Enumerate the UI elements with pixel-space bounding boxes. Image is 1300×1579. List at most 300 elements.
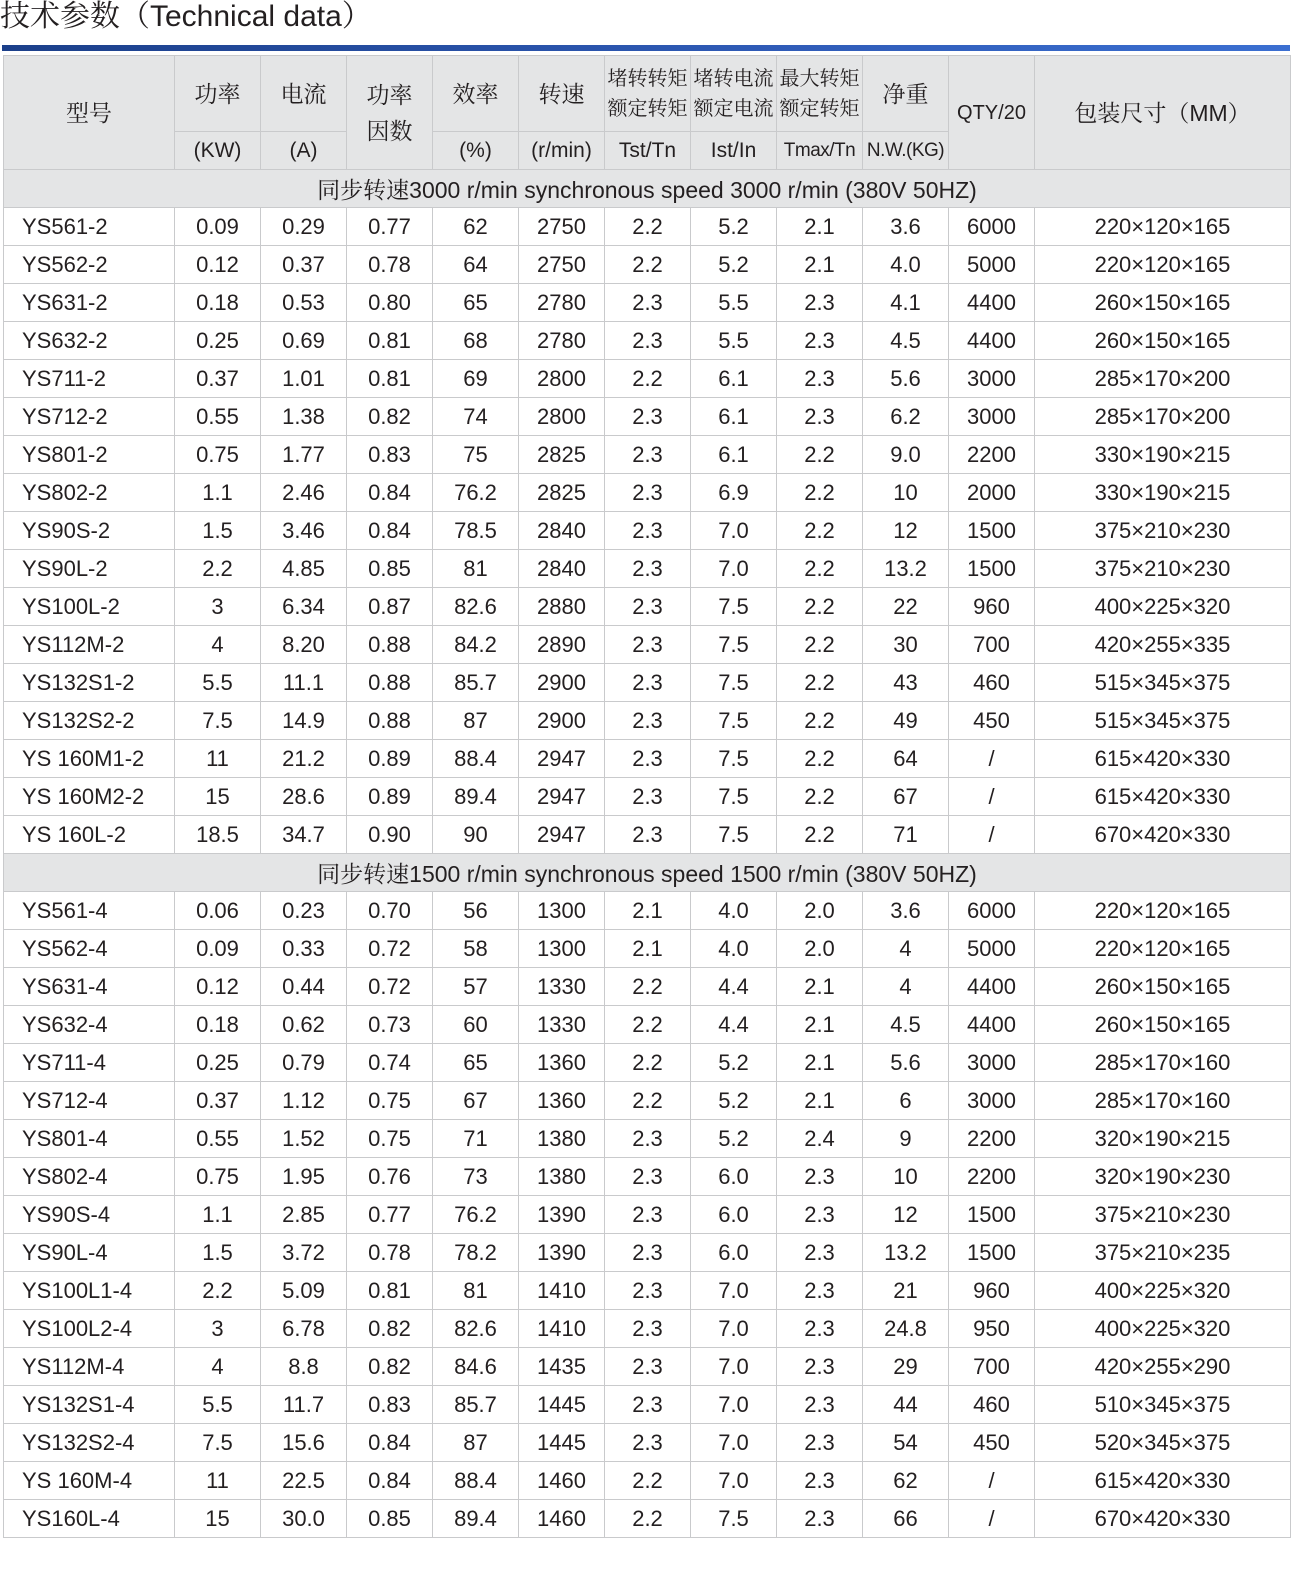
technical-data-table [3, 55, 1291, 1538]
table-cell: 3000 [949, 1082, 1035, 1120]
table-body [4, 170, 1291, 1538]
table-cell: 66 [863, 1500, 949, 1538]
table-cell: 3000 [949, 398, 1035, 436]
table-cell: 7.0 [691, 1310, 777, 1348]
table-cell: 1300 [519, 892, 605, 930]
table-cell: 21 [863, 1272, 949, 1310]
table-cell: 56 [433, 892, 519, 930]
table-cell: 2.3 [777, 284, 863, 322]
table-cell: 7.5 [691, 1500, 777, 1538]
table-cell: 0.89 [347, 740, 433, 778]
header-lrc-unit: Ist/In [691, 132, 777, 170]
table-cell: 0.82 [347, 1310, 433, 1348]
table-cell: 0.25 [175, 1044, 261, 1082]
table-cell: 0.12 [175, 246, 261, 284]
table-cell: 2750 [519, 208, 605, 246]
table-cell: 7.0 [691, 1424, 777, 1462]
table-row [4, 588, 1291, 626]
table-cell: 4.4 [691, 968, 777, 1006]
table-cell: 2.3 [605, 740, 691, 778]
table-header [4, 56, 1291, 170]
table-cell: 0.84 [347, 474, 433, 512]
table-cell: 1445 [519, 1424, 605, 1462]
model-cell: YS631-4 [4, 968, 175, 1006]
table-cell: 2000 [949, 474, 1035, 512]
table-cell: 4.0 [691, 930, 777, 968]
table-cell: 2.3 [605, 1234, 691, 1272]
table-cell: 4.5 [863, 322, 949, 360]
table-cell: 68 [433, 322, 519, 360]
table-cell: 0.85 [347, 550, 433, 588]
table-cell: 0.82 [347, 398, 433, 436]
table-cell: 89.4 [433, 1500, 519, 1538]
table-cell: 515×345×375 [1035, 664, 1291, 702]
table-cell: 14.9 [261, 702, 347, 740]
table-cell: / [949, 740, 1035, 778]
table-cell: 2.2 [605, 208, 691, 246]
table-cell: 29 [863, 1348, 949, 1386]
table-cell: 5.5 [175, 1386, 261, 1424]
table-row [4, 1500, 1291, 1538]
table-cell: 3.46 [261, 512, 347, 550]
table-cell: 0.70 [347, 892, 433, 930]
table-cell: 5.2 [691, 1082, 777, 1120]
table-cell: 6.1 [691, 436, 777, 474]
table-cell: 0.79 [261, 1044, 347, 1082]
table-cell: 0.72 [347, 930, 433, 968]
table-cell: 7.0 [691, 1272, 777, 1310]
table-cell: 5.5 [691, 322, 777, 360]
table-cell: 2.2 [605, 1462, 691, 1500]
header-locked-rotor-current [691, 56, 777, 132]
table-row [4, 968, 1291, 1006]
table-row [4, 1044, 1291, 1082]
table-cell: 0.12 [175, 968, 261, 1006]
table-cell: 15.6 [261, 1424, 347, 1462]
model-cell: YS562-2 [4, 246, 175, 284]
table-cell: 11 [175, 740, 261, 778]
header-lrc-line2: 额定电流 [693, 97, 774, 120]
table-cell: 220×120×165 [1035, 892, 1291, 930]
model-cell: YS 160L-2 [4, 816, 175, 854]
table-cell: 5.6 [863, 1044, 949, 1082]
table-cell: 0.37 [175, 1082, 261, 1120]
table-cell: 88.4 [433, 740, 519, 778]
table-row [4, 664, 1291, 702]
table-row [4, 816, 1291, 854]
table-cell: 71 [433, 1120, 519, 1158]
table-cell: 375×210×230 [1035, 550, 1291, 588]
table-cell: 285×170×160 [1035, 1044, 1291, 1082]
table-cell: 2.3 [605, 1310, 691, 1348]
table-cell: 11.7 [261, 1386, 347, 1424]
table-cell: 12 [863, 512, 949, 550]
table-cell: 0.69 [261, 322, 347, 360]
table-cell: 260×150×165 [1035, 322, 1291, 360]
table-row [4, 1424, 1291, 1462]
table-cell: 1500 [949, 1196, 1035, 1234]
model-cell: YS801-4 [4, 1120, 175, 1158]
table-cell: 0.23 [261, 892, 347, 930]
table-cell: 2.2 [605, 360, 691, 398]
model-cell: YS90S-2 [4, 512, 175, 550]
table-cell: 7.5 [691, 816, 777, 854]
table-cell: / [949, 816, 1035, 854]
table-row [4, 284, 1291, 322]
table-cell: 320×190×215 [1035, 1120, 1291, 1158]
header-power: 功率 [175, 56, 261, 132]
model-cell: YS132S1-4 [4, 1386, 175, 1424]
table-cell: 5000 [949, 930, 1035, 968]
table-cell: 0.44 [261, 968, 347, 1006]
table-cell: 220×120×165 [1035, 930, 1291, 968]
table-cell: 67 [863, 778, 949, 816]
table-cell: 2.3 [777, 1424, 863, 1462]
table-cell: 4.1 [863, 284, 949, 322]
table-cell: 13.2 [863, 1234, 949, 1272]
table-cell: 375×210×235 [1035, 1234, 1291, 1272]
table-cell: 2780 [519, 322, 605, 360]
table-cell: 10 [863, 1158, 949, 1196]
table-cell: 5.5 [175, 664, 261, 702]
model-cell: YS711-4 [4, 1044, 175, 1082]
table-cell: 2.2 [777, 436, 863, 474]
header-weight-unit: N.W.(KG) [863, 132, 949, 170]
table-cell: 0.75 [347, 1082, 433, 1120]
table-cell: 69 [433, 360, 519, 398]
table-row [4, 512, 1291, 550]
table-cell: 4.4 [691, 1006, 777, 1044]
table-cell: 28.6 [261, 778, 347, 816]
model-cell: YS132S2-2 [4, 702, 175, 740]
model-cell: YS132S2-4 [4, 1424, 175, 1462]
table-row [4, 208, 1291, 246]
table-cell: 7.0 [691, 1386, 777, 1424]
table-cell: 10 [863, 474, 949, 512]
model-cell: YS631-2 [4, 284, 175, 322]
table-cell: 6.2 [863, 398, 949, 436]
table-cell: 84.2 [433, 626, 519, 664]
table-row [4, 1462, 1291, 1500]
table-cell: 3000 [949, 1044, 1035, 1082]
table-cell: 2.3 [605, 588, 691, 626]
table-cell: 43 [863, 664, 949, 702]
table-cell: 1.5 [175, 512, 261, 550]
table-cell: 700 [949, 1348, 1035, 1386]
table-cell: 0.25 [175, 322, 261, 360]
model-cell: YS 160M2-2 [4, 778, 175, 816]
table-cell: 0.81 [347, 360, 433, 398]
table-cell: 2.2 [605, 1500, 691, 1538]
table-cell: 5.2 [691, 246, 777, 284]
table-cell: 460 [949, 1386, 1035, 1424]
table-cell: 0.09 [175, 930, 261, 968]
model-cell: YS112M-4 [4, 1348, 175, 1386]
table-row [4, 1234, 1291, 1272]
header-power-factor-line2: 因数 [366, 117, 413, 144]
header-lrt-line1: 堵转转矩 [607, 67, 688, 90]
table-cell: 11.1 [261, 664, 347, 702]
table-cell: 0.84 [347, 1462, 433, 1500]
table-cell: 1330 [519, 968, 605, 1006]
table-cell: 0.88 [347, 702, 433, 740]
table-cell: 2840 [519, 512, 605, 550]
table-cell: 0.76 [347, 1158, 433, 1196]
table-cell: / [949, 1500, 1035, 1538]
header-model: 型号 [4, 56, 175, 170]
table-cell: 78.5 [433, 512, 519, 550]
table-cell: 0.37 [175, 360, 261, 398]
table-cell: 2.1 [605, 892, 691, 930]
table-cell: 7.0 [691, 550, 777, 588]
table-cell: 1.95 [261, 1158, 347, 1196]
table-cell: 2.2 [777, 550, 863, 588]
model-cell: YS100L2-4 [4, 1310, 175, 1348]
table-cell: 2880 [519, 588, 605, 626]
table-cell: 11 [175, 1462, 261, 1500]
table-cell: 1330 [519, 1006, 605, 1044]
table-cell: 6000 [949, 892, 1035, 930]
table-cell: 2800 [519, 360, 605, 398]
table-cell: 5.2 [691, 1044, 777, 1082]
table-cell: 7.5 [691, 588, 777, 626]
table-cell: 30 [863, 626, 949, 664]
table-cell: 1.52 [261, 1120, 347, 1158]
table-cell: 1410 [519, 1272, 605, 1310]
table-cell: 87 [433, 702, 519, 740]
table-cell: 320×190×230 [1035, 1158, 1291, 1196]
table-cell: 2.2 [777, 664, 863, 702]
table-cell: 2.2 [605, 968, 691, 1006]
table-cell: 615×420×330 [1035, 740, 1291, 778]
table-cell: 0.90 [347, 816, 433, 854]
table-cell: 6 [863, 1082, 949, 1120]
table-cell: 7.5 [691, 626, 777, 664]
table-cell: 1360 [519, 1044, 605, 1082]
table-cell: 0.18 [175, 1006, 261, 1044]
table-cell: 285×170×200 [1035, 360, 1291, 398]
table-row [4, 322, 1291, 360]
table-cell: 2947 [519, 816, 605, 854]
header-qty: QTY/20 [949, 56, 1035, 170]
table-cell: 30.0 [261, 1500, 347, 1538]
table-cell: 2.3 [777, 322, 863, 360]
header-power-unit: (KW) [175, 132, 261, 170]
table-cell: 2.3 [777, 1272, 863, 1310]
table-cell: 82.6 [433, 588, 519, 626]
table-row [4, 1310, 1291, 1348]
header-mt-line1: 最大转矩 [779, 67, 860, 90]
table-cell: 0.81 [347, 1272, 433, 1310]
table-cell: 400×225×320 [1035, 1272, 1291, 1310]
table-cell: 3 [175, 1310, 261, 1348]
table-cell: 1500 [949, 512, 1035, 550]
table-cell: 2.1 [777, 1044, 863, 1082]
table-cell: 5.5 [691, 284, 777, 322]
model-cell: YS90L-2 [4, 550, 175, 588]
table-cell: 0.88 [347, 664, 433, 702]
table-cell: 2.1 [777, 968, 863, 1006]
table-cell: 62 [433, 208, 519, 246]
table-cell: 7.5 [175, 702, 261, 740]
model-cell: YS160L-4 [4, 1500, 175, 1538]
table-cell: 7.5 [691, 778, 777, 816]
model-cell: YS90L-4 [4, 1234, 175, 1272]
table-cell: 2.2 [175, 550, 261, 588]
header-mt-unit: Tmax/Tn [777, 132, 863, 170]
table-cell: 73 [433, 1158, 519, 1196]
table-cell: 2.1 [777, 246, 863, 284]
table-cell: 2.2 [777, 512, 863, 550]
table-cell: 400×225×320 [1035, 1310, 1291, 1348]
table-cell: 0.29 [261, 208, 347, 246]
table-row [4, 892, 1291, 930]
table-cell: 615×420×330 [1035, 1462, 1291, 1500]
table-cell: 420×255×290 [1035, 1348, 1291, 1386]
table-cell: 0.62 [261, 1006, 347, 1044]
table-cell: 8.8 [261, 1348, 347, 1386]
table-cell: 81 [433, 1272, 519, 1310]
model-cell: YS711-2 [4, 360, 175, 398]
table-row [4, 778, 1291, 816]
table-cell: 4 [863, 968, 949, 1006]
table-cell: 0.87 [347, 588, 433, 626]
table-cell: 2.3 [605, 284, 691, 322]
table-cell: 2.3 [777, 1386, 863, 1424]
model-cell: YS632-2 [4, 322, 175, 360]
table-cell: 4400 [949, 284, 1035, 322]
table-cell: 670×420×330 [1035, 1500, 1291, 1538]
table-cell: 1390 [519, 1234, 605, 1272]
table-cell: 3.72 [261, 1234, 347, 1272]
table-cell: 375×210×230 [1035, 512, 1291, 550]
header-lrt-line2: 额定转矩 [607, 97, 688, 120]
table-cell: 0.37 [261, 246, 347, 284]
table-cell: 2800 [519, 398, 605, 436]
table-cell: 0.89 [347, 778, 433, 816]
table-row [4, 1158, 1291, 1196]
table-cell: 2.1 [777, 208, 863, 246]
table-cell: 2.2 [777, 816, 863, 854]
table-cell: 4 [175, 1348, 261, 1386]
table-cell: 85.7 [433, 1386, 519, 1424]
table-cell: 0.84 [347, 1424, 433, 1462]
table-cell: 87 [433, 1424, 519, 1462]
table-cell: 21.2 [261, 740, 347, 778]
table-cell: 4.5 [863, 1006, 949, 1044]
table-cell: 67 [433, 1082, 519, 1120]
table-row [4, 550, 1291, 588]
table-cell: 285×170×200 [1035, 398, 1291, 436]
model-cell: YS100L-2 [4, 588, 175, 626]
table-cell: 0.74 [347, 1044, 433, 1082]
table-cell: 0.84 [347, 512, 433, 550]
table-cell: 6.9 [691, 474, 777, 512]
table-row [4, 246, 1291, 284]
table-cell: 65 [433, 1044, 519, 1082]
model-cell: YS802-2 [4, 474, 175, 512]
table-cell: 2.3 [777, 1310, 863, 1348]
table-cell: 2.3 [777, 1348, 863, 1386]
table-cell: 76.2 [433, 1196, 519, 1234]
table-cell: 0.80 [347, 284, 433, 322]
table-cell: 89.4 [433, 778, 519, 816]
model-cell: YS712-2 [4, 398, 175, 436]
table-cell: 57 [433, 968, 519, 1006]
table-cell: 2.2 [777, 626, 863, 664]
table-cell: 4400 [949, 968, 1035, 1006]
table-cell: 2890 [519, 626, 605, 664]
table-cell: 0.09 [175, 208, 261, 246]
table-cell: 2.4 [777, 1120, 863, 1158]
table-cell: 15 [175, 778, 261, 816]
table-cell: 85.7 [433, 664, 519, 702]
table-cell: 2750 [519, 246, 605, 284]
table-cell: 330×190×215 [1035, 436, 1291, 474]
table-cell: 960 [949, 588, 1035, 626]
table-cell: 2.2 [605, 1044, 691, 1082]
model-cell: YS 160M1-2 [4, 740, 175, 778]
table-cell: 1.1 [175, 1196, 261, 1234]
header-locked-rotor-torque [605, 56, 691, 132]
table-cell: 2.2 [605, 246, 691, 284]
model-cell: YS802-4 [4, 1158, 175, 1196]
header-speed-unit: (r/min) [519, 132, 605, 170]
table-cell: 2.3 [605, 398, 691, 436]
header-current: 电流 [261, 56, 347, 132]
table-cell: 2.3 [605, 1120, 691, 1158]
table-cell: 220×120×165 [1035, 246, 1291, 284]
table-cell: 8.20 [261, 626, 347, 664]
header-net-weight: 净重 [863, 56, 949, 132]
table-cell: 7.5 [691, 740, 777, 778]
table-cell: 0.53 [261, 284, 347, 322]
table-cell: 0.75 [175, 1158, 261, 1196]
table-cell: 2.3 [605, 1348, 691, 1386]
title-divider [2, 45, 1290, 51]
table-cell: 1460 [519, 1462, 605, 1500]
table-cell: 4 [175, 626, 261, 664]
table-row [4, 1082, 1291, 1120]
table-cell: 2200 [949, 1158, 1035, 1196]
header-power-factor [347, 56, 433, 170]
model-cell: YS100L1-4 [4, 1272, 175, 1310]
table-row [4, 702, 1291, 740]
table-cell: 2947 [519, 778, 605, 816]
table-cell: 0.77 [347, 1196, 433, 1234]
table-cell: 1.77 [261, 436, 347, 474]
table-cell: 12 [863, 1196, 949, 1234]
table-cell: 3.6 [863, 892, 949, 930]
table-cell: 0.88 [347, 626, 433, 664]
table-cell: 670×420×330 [1035, 816, 1291, 854]
table-cell: 2825 [519, 474, 605, 512]
table-cell: 6000 [949, 208, 1035, 246]
table-cell: 0.75 [347, 1120, 433, 1158]
table-cell: 44 [863, 1386, 949, 1424]
section-title: 同步转速3000 r/min synchronous speed 3000 r/min (380V 50HZ) [4, 170, 1291, 208]
table-cell: 2.3 [777, 360, 863, 398]
table-cell: 2.2 [777, 778, 863, 816]
table-cell: 260×150×165 [1035, 968, 1291, 1006]
table-cell: 3.6 [863, 208, 949, 246]
table-row [4, 1120, 1291, 1158]
table-cell: 2.3 [605, 436, 691, 474]
table-cell: 81 [433, 550, 519, 588]
table-cell: 2.2 [777, 474, 863, 512]
table-cell: 2.3 [605, 550, 691, 588]
table-cell: 78.2 [433, 1234, 519, 1272]
